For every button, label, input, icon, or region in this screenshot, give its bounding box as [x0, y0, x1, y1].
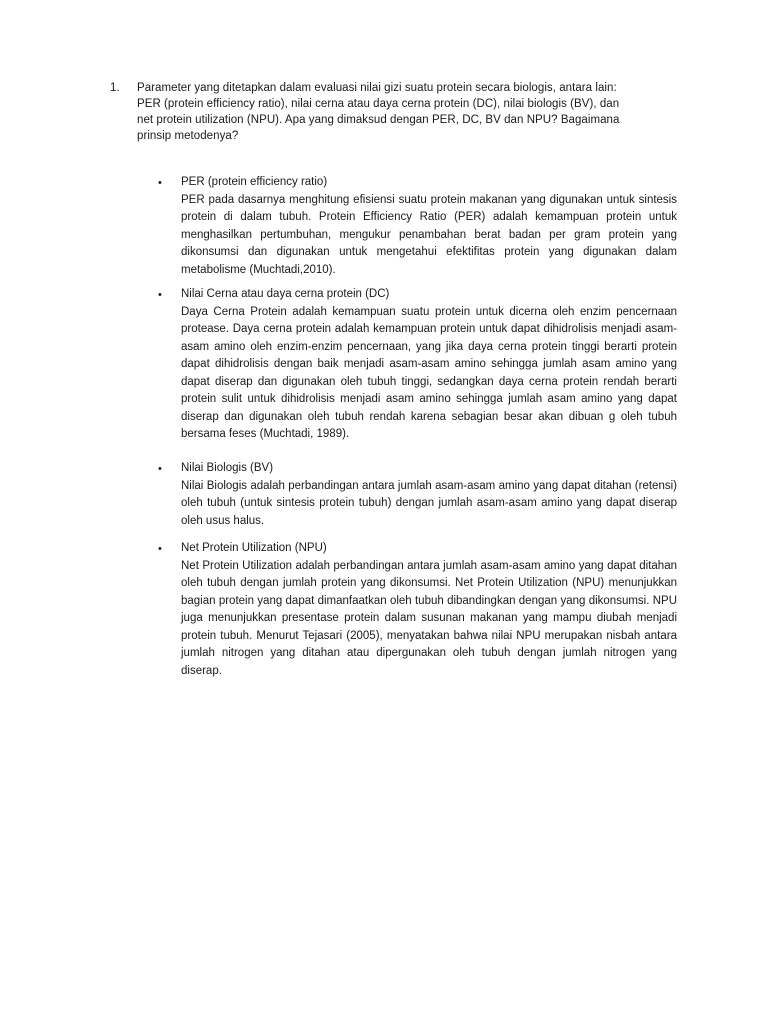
item-body: Nilai Biologis adalah perbandingan antara jumlah asam-asam amino yang dapat ditahan (retensi) oleh tubuh (untuk sintesis protein tubuh) dengan jumlah asam-asam amino yang dapat diserap oleh usus halus.: [181, 479, 677, 527]
question-line: Parameter yang ditetapkan dalam evaluasi nilai gizi suatu protein secara biologis, antara lain:: [137, 82, 617, 94]
list-item-dc: [181, 286, 677, 444]
list-item-bv: [181, 460, 677, 530]
item-body: Daya Cerna Protein adalah kemampuan suatu protein untuk dicerna oleh enzim pencernaan protease. Daya cerna protein adalah kemampuan protein untuk dapat dihidrolisis menjadi asam-asam amino oleh enzim-enzim pencernaan, yang jika daya cerna protein tinggi berarti protein dapat dihidrolisis dengan baik menjadi asam-asam amino sehingga jumlah asam amino yang dapat diserap dan digunakan oleh tubuh tinggi, sedangkan daya cerna protein rendah berarti protein sulit untuk dihidrolisis menjadi asam amino sehingga jumlah asam amino yang dapat diserap dan digunakan oleh tubuh rendah karena sebagian besar akan dibuan g oleh tubuh bersama feses (Muchtadi, 1989).: [181, 305, 677, 440]
item-body: Net Protein Utilization adalah perbandingan antara jumlah asam-asam amino yang dapat ditahan oleh tubuh dengan jumlah protein yang dikonsumsi. Net Protein Utilization (NPU) menunjukkan bagian protein yang dapat dimanfaatkan oleh tubuh dibandingkan dengan yang dikonsumsi. NPU juga menunjukkan presentase protein dalam susunan makanan yang mampu diubah menjadi protein tubuh. Menurut Tejasari (2005), menyatakan bahwa nilai NPU merupakan nisbah antara jumlah nitrogen yang ditahan atau dipergunakan oleh tubuh dengan jumlah nitrogen yang diserap.: [181, 559, 677, 677]
item-title: Nilai Biologis (BV): [181, 462, 274, 474]
item-body: PER pada dasarnya menghitung efisiensi suatu protein makanan yang digunakan untuk sintesis protein di dalam tubuh. Protein Efficiency Ratio (PER) adalah kemampuan protein untuk menghasilkan pertumbuhan, mengukur penambahan berat badan per gram protein yang dikonsumsi dan digunakan untuk mengetahui efektifitas protein yang digunakan dalam metabolisme (Muchtadi,2010).: [181, 193, 677, 276]
question-line: prinsip metodenya?: [137, 130, 239, 142]
question-line: PER (protein efficiency ratio), nilai cerna atau daya cerna protein (DC), nilai biologis (BV), dan: [137, 98, 620, 110]
item-title: PER (protein efficiency ratio): [181, 176, 328, 188]
list-item-per: [181, 174, 677, 279]
question-number: 1.: [110, 82, 120, 94]
bullet-icon: •: [158, 289, 162, 301]
question-text: [137, 80, 667, 144]
bullet-icon: •: [158, 463, 162, 475]
list-item-npu: [181, 540, 677, 680]
bullet-icon: •: [158, 543, 162, 555]
bullet-icon: •: [158, 177, 162, 189]
question-line: net protein utilization (NPU). Apa yang dimaksud dengan PER, DC, BV dan NPU? Bagaimana: [137, 114, 620, 126]
item-title: Nilai Cerna atau daya cerna protein (DC): [181, 288, 390, 300]
item-title: Net Protein Utilization (NPU): [181, 542, 327, 554]
